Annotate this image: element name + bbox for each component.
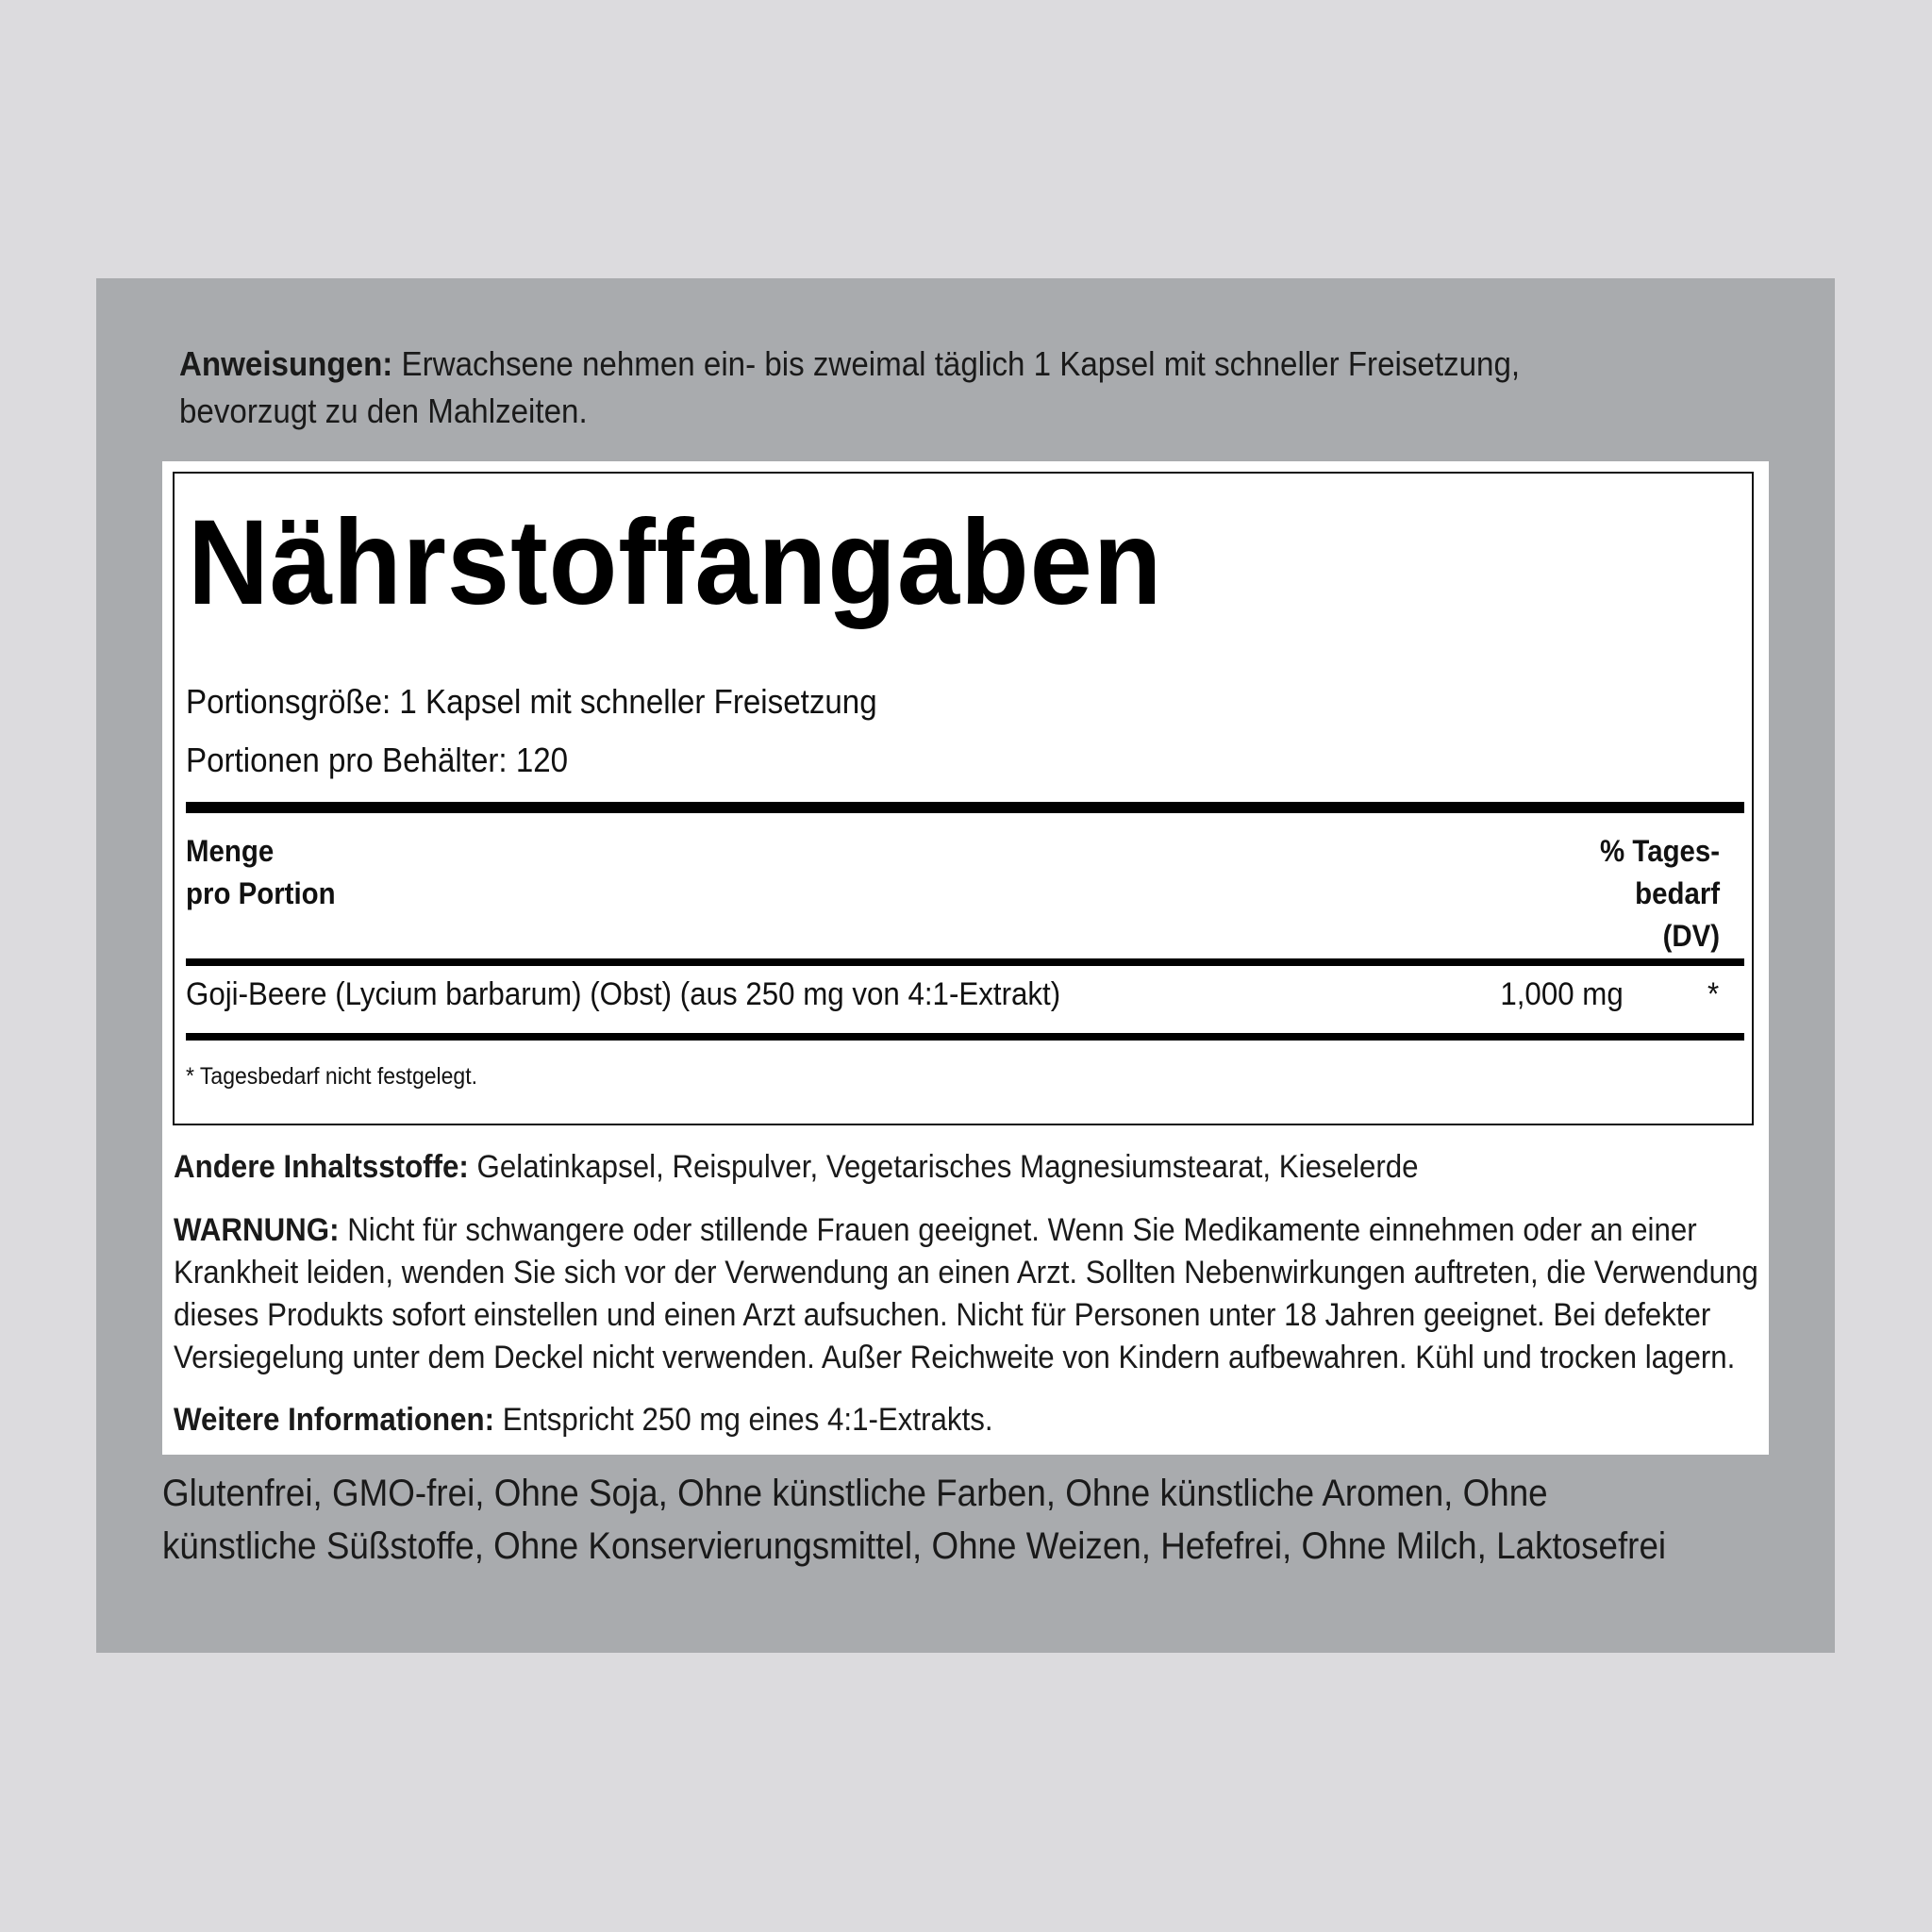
column-header-dv-line-1: % Tages- — [1599, 834, 1720, 868]
warning-line-1 — [174, 1209, 1758, 1252]
free-from-line-2: künstliche Süßstoffe, Ohne Konservierungsmittel, Ohne Weizen, Hefefrei, Ohne Milch, Laktosefrei — [162, 1525, 1667, 1567]
label-white-box — [162, 461, 1769, 1455]
warning-line-4: Versiegelung unter dem Deckel nicht verwenden. Außer Reichweite von Kindern aufbewahren. Kühl und trocken lagern. — [174, 1340, 1736, 1375]
nutrition-facts-box — [173, 472, 1754, 1125]
column-header-amount-line-2: pro Portion — [186, 876, 336, 910]
directions-text-1: Erwachsene nehmen ein- bis zweimal täglich 1 Kapsel mit schneller Freisetzung, — [401, 344, 1521, 383]
more-info — [174, 1399, 993, 1441]
more-info-label: Weitere Informationen: — [174, 1402, 495, 1438]
column-header-dv-line-3: (DV) — [1662, 919, 1720, 953]
warning-line-2: Krankheit leiden, wenden Sie sich vor der Verwendung an einen Arzt. Sollten Nebenwirkungen auftreten, die Verwendung — [174, 1255, 1758, 1291]
divider-header — [186, 958, 1744, 966]
other-ingredients — [174, 1146, 1419, 1189]
warning-block — [174, 1209, 1758, 1379]
directions-line-1 — [179, 341, 1655, 388]
daily-value-footnote: * Tagesbedarf nicht festgelegt. — [186, 1063, 478, 1090]
other-ingredients-text: Gelatinkapsel, Reispulver, Vegetarisches Magnesiumstearat, Kieselerde — [476, 1149, 1419, 1185]
directions — [179, 341, 1655, 435]
column-header-amount — [186, 830, 336, 915]
warning-text-1: Nicht für schwangere oder stillende Frauen geeignet. Wenn Sie Medikamente einnehmen oder an einer — [347, 1212, 1697, 1248]
facts-title: Nährstoffangaben — [188, 495, 1163, 630]
warning-line-3: dieses Produkts sofort einstellen und einen Arzt aufsuchen. Nicht für Personen unter 18 Jahren geeignet. Bei defekter — [174, 1297, 1711, 1333]
nutrient-name: Goji-Beere (Lycium barbarum) (Obst) (aus 250 mg von 4:1-Extrakt) — [186, 976, 1061, 1012]
nutrient-amount: 1,000 mg — [1500, 976, 1624, 1012]
directions-label: Anweisungen: — [179, 344, 393, 383]
other-ingredients-label: Andere Inhaltsstoffe: — [174, 1149, 469, 1185]
servings-per-container: Portionen pro Behälter: 120 — [186, 741, 569, 779]
supplement-label-panel — [96, 278, 1835, 1653]
directions-line-2: bevorzugt zu den Mahlzeiten. — [179, 391, 588, 430]
serving-size: Portionsgröße: 1 Kapsel mit schneller Freisetzung — [186, 682, 877, 721]
free-from-claims — [162, 1467, 1666, 1573]
nutrient-daily-value: * — [1707, 976, 1719, 1012]
free-from-line-1: Glutenfrei, GMO-frei, Ohne Soja, Ohne künstliche Farben, Ohne künstliche Aromen, Ohne — [162, 1473, 1548, 1514]
thick-divider-top — [186, 802, 1744, 813]
warning-label: WARNUNG: — [174, 1212, 340, 1248]
column-header-amount-line-1: Menge — [186, 834, 275, 868]
more-info-text: Entspricht 250 mg eines 4:1-Extrakts. — [502, 1402, 993, 1438]
column-header-daily-value — [1600, 830, 1720, 958]
divider-bottom — [186, 1033, 1744, 1041]
column-header-dv-line-2: bedarf — [1635, 876, 1720, 910]
